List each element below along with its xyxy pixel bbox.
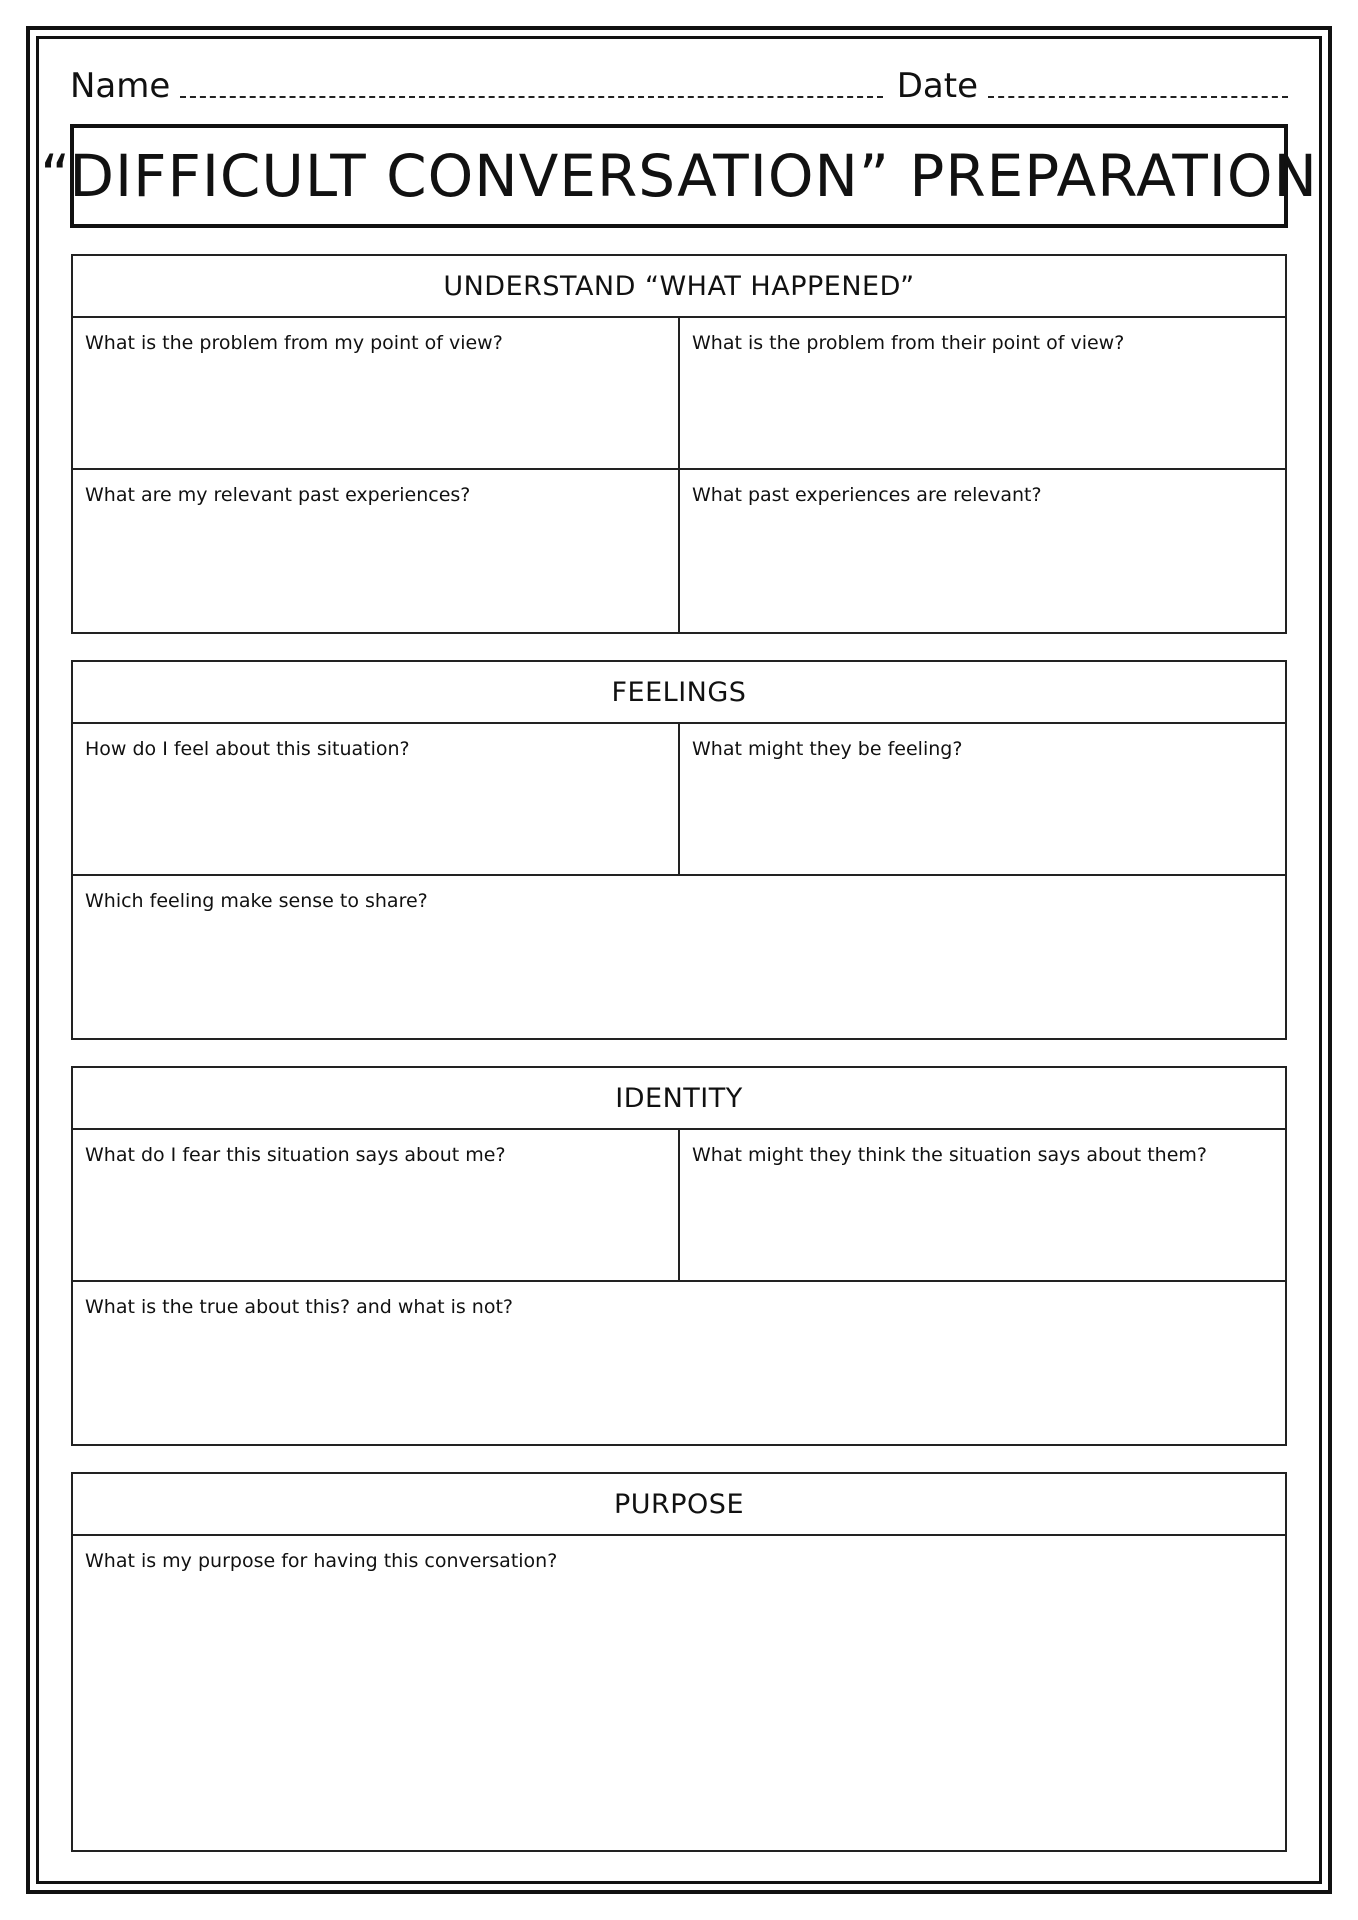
prompt-row [73,470,1285,634]
prompt-label: What might they think the situation says about them? [692,1144,1207,1166]
prompt-label: Which feeling make sense to share? [85,890,428,912]
prompt-cell-their-view[interactable] [678,318,1285,468]
prompt-label: What do I fear this situation says about me? [85,1144,506,1166]
section-what-happened [71,254,1287,634]
prompt-cell-my-fear[interactable] [73,1130,678,1280]
name-label: Name [70,66,171,106]
page-title: “DIFFICULT CONVERSATION” PREPARATION [40,142,1318,210]
prompt-label: What is the problem from their point of view? [692,332,1125,354]
prompt-label: What is the true about this? and what is not? [85,1296,514,1318]
prompt-cell-my-view[interactable] [73,318,678,468]
section-heading: UNDERSTAND “WHAT HAPPENED” [73,256,1285,318]
section-heading: FEELINGS [73,662,1285,724]
prompt-row [73,318,1285,470]
prompt-row [73,1536,1285,1852]
date-field[interactable] [988,90,1288,98]
prompt-row [73,876,1285,1040]
prompt-label: What are my relevant past experiences? [85,484,471,506]
section-heading: IDENTITY [73,1068,1285,1130]
prompt-cell-my-experiences[interactable] [73,470,678,634]
prompt-label: What past experiences are relevant? [692,484,1042,506]
prompt-label: What is my purpose for having this conversation? [85,1550,558,1572]
name-field[interactable] [180,90,882,98]
prompt-row [73,724,1285,876]
title-box [40,124,1318,228]
prompt-cell-their-view[interactable] [678,1130,1285,1280]
prompt-cell-relevant-experiences[interactable] [678,470,1285,634]
prompt-label: What is the problem from my point of view? [85,332,503,354]
prompt-row [73,1130,1285,1282]
prompt-cell-truth[interactable] [73,1282,1285,1446]
section-heading: PURPOSE [73,1474,1285,1536]
section-identity [71,1066,1287,1446]
prompt-label: How do I feel about this situation? [85,738,410,760]
prompt-row [73,1282,1285,1446]
prompt-cell-their-feelings[interactable] [678,724,1285,874]
prompt-cell-my-feelings[interactable] [73,724,678,874]
prompt-cell-share-feelings[interactable] [73,876,1285,1040]
prompt-label: What might they be feeling? [692,738,963,760]
prompt-cell-purpose[interactable] [73,1536,1285,1852]
date-label: Date [896,66,978,106]
section-purpose [71,1472,1287,1852]
name-date-line [70,62,1288,106]
section-feelings [71,660,1287,1040]
